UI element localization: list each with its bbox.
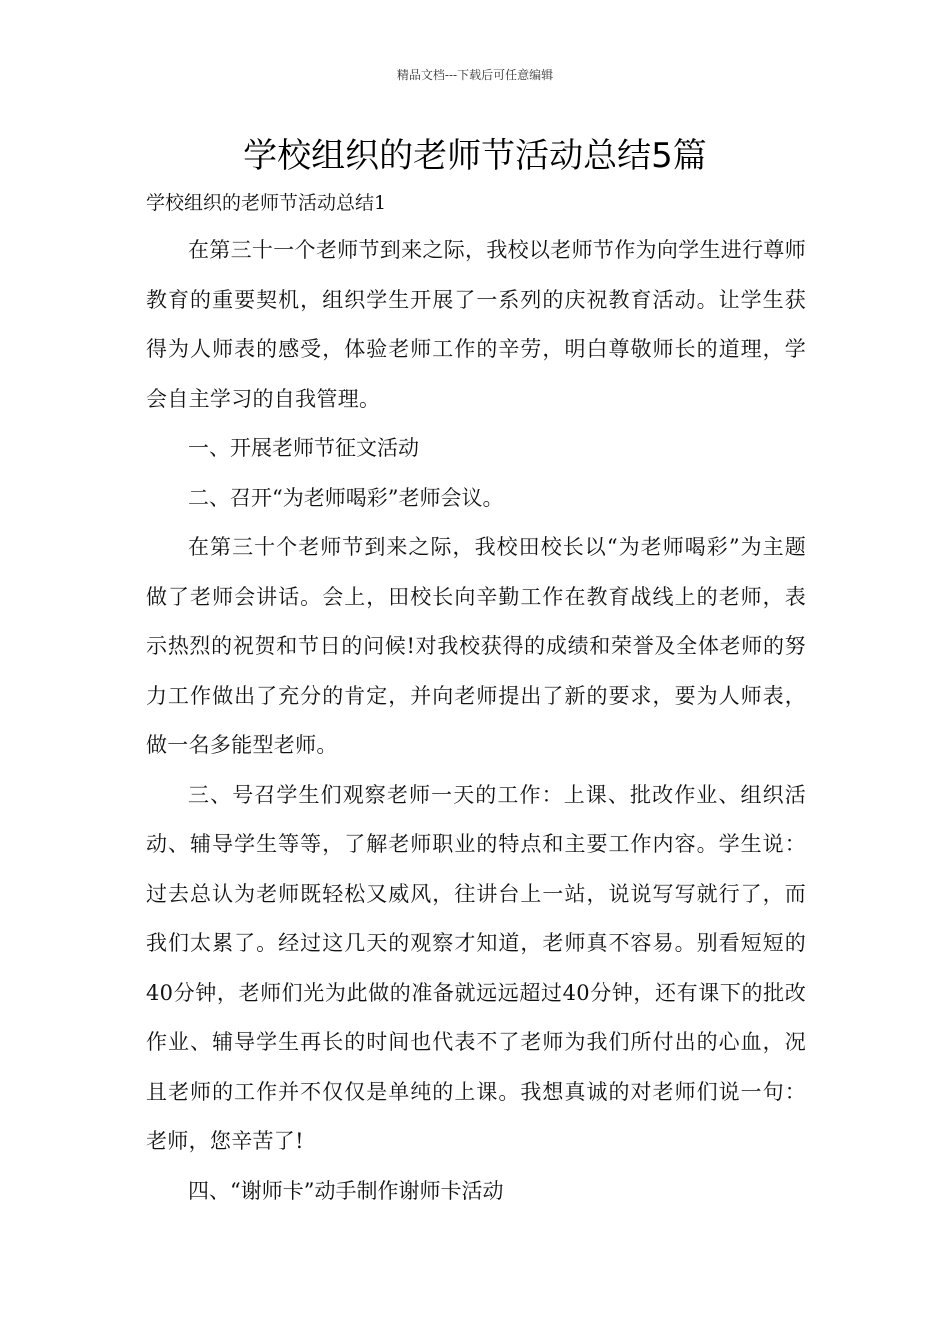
- document-body: [146, 226, 806, 1216]
- section-heading-1: 一、开展老师节征文活动: [188, 436, 419, 460]
- section-subtitle: 学校组织的老师节活动总结1: [146, 192, 387, 214]
- paragraph-meeting: 在第三十个老师节到来之际，我校田校长以“为老师喝彩”为主题做了老师会讲话。会上，田校长向辛勤工作在教育战线上的老师，表示热烈的祝贺和节日的问候!对我校获得的成绩和荣誉及全体老师的努力工作做出了充分的肯定，并向老师提出了新的要求，要为人师表，做一名多能型老师。: [146, 535, 806, 757]
- document-title: 学校组织的老师节活动总结5篇: [243, 136, 707, 176]
- paragraph-observation: 三、号召学生们观察老师一天的工作：上课、批改作业、组织活动、辅导学生等等，了解老师职业的特点和主要工作内容。学生说：过去总认为老师既轻松又威风，往讲台上一站，说说写写就行了，而我们太累了。经过这几天的观察才知道，老师真不容易。别看短短的40分钟，老师们光为此做的准备就远远超过40分钟，还有课下的批改作业、辅导学生再长的时间也代表不了老师为我们所付出的心血，况且老师的工作并不仅仅是单纯的上课。我想真诚的对老师们说一句：老师，您辛苦了!: [146, 782, 806, 1153]
- header-note: 精品文档---下载后可任意编辑: [396, 68, 554, 82]
- section-heading-4: 四、“谢师卡”动手制作谢师卡活动: [188, 1178, 504, 1203]
- paragraph-intro: 在第三十一个老师节到来之际，我校以老师节作为向学生进行尊师教育的重要契机，组织学生开展了一系列的庆祝教育活动。让学生获得为人师表的感受，体验老师工作的辛劳，明白尊敬师长的道理，学会自主学习的自我管理。: [146, 238, 806, 411]
- section-heading-2: 二、召开“为老师喝彩”老师会议。: [188, 485, 504, 510]
